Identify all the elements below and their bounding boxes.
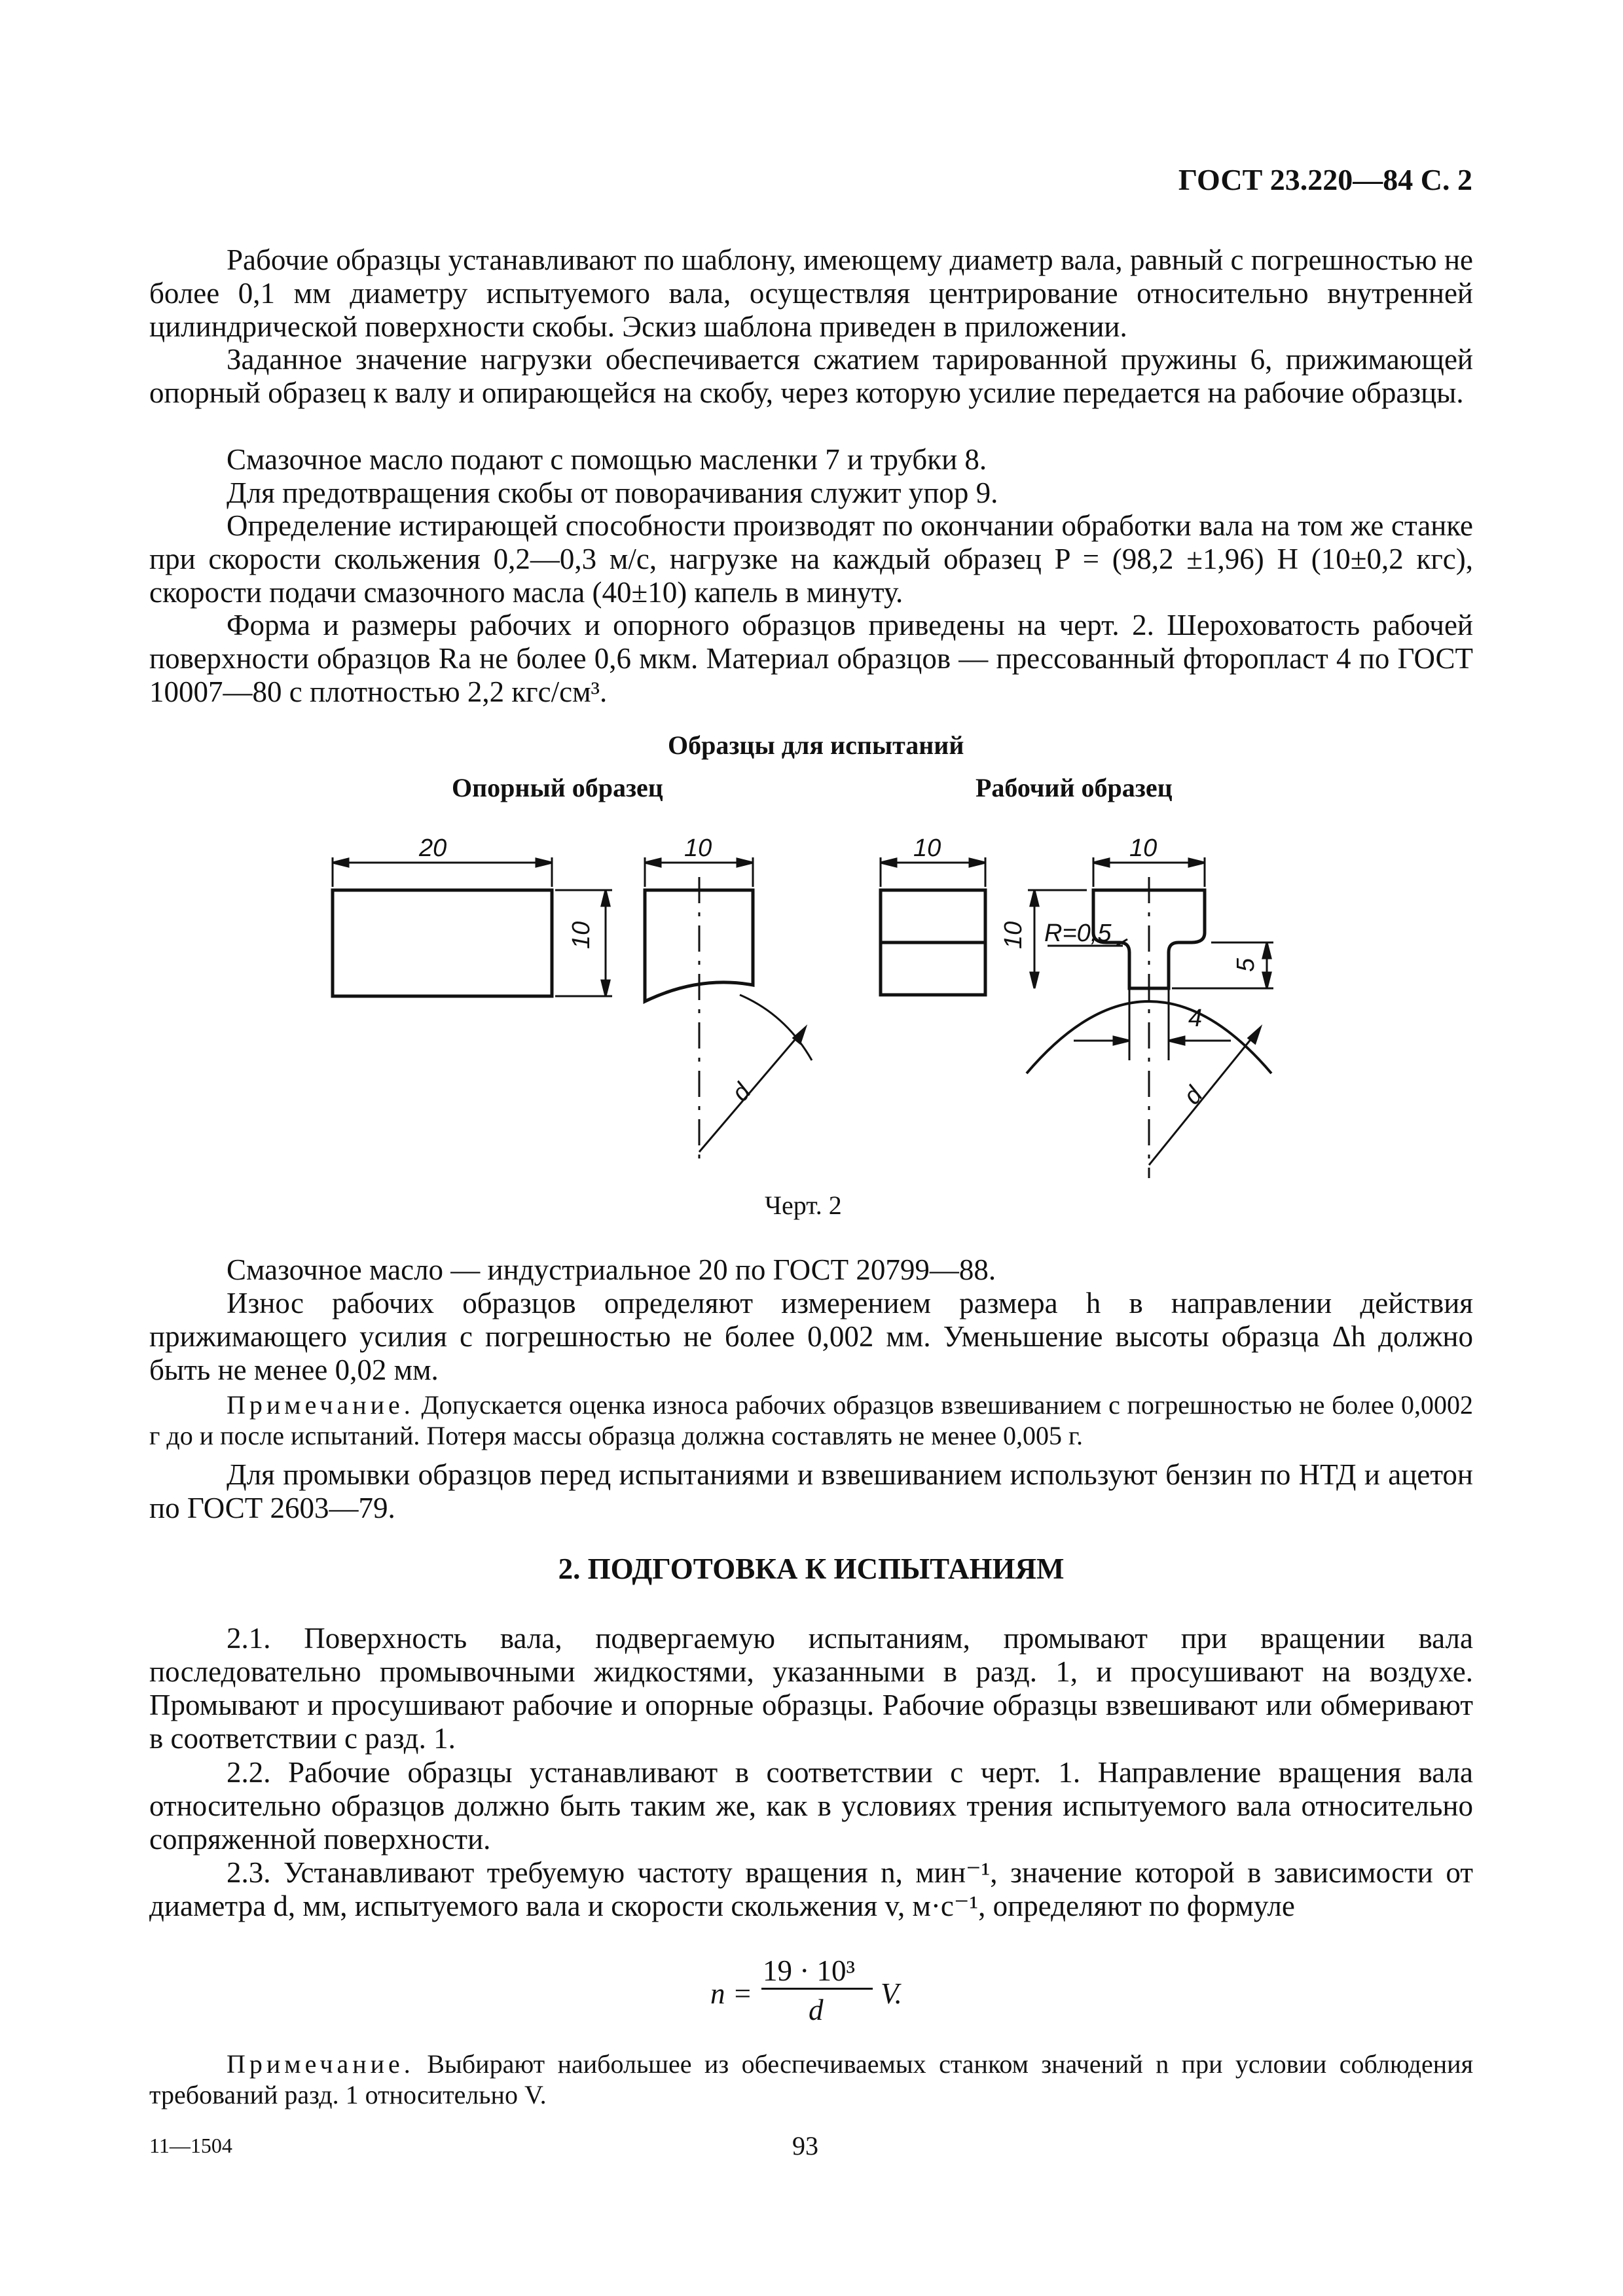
paragraph: 2.3. Устанавливают требуемую частоту вращения n, мин⁻¹, значение которой в зависимости от диаметра d, мм, испытуемого вала и скорости скольжения v, м·с⁻¹, определяют по формуле [149,1856,1473,1922]
paragraph: Смазочное масло подают с помощью масленки 7 и трубки 8. [227,443,987,476]
note [149,2049,1473,2110]
footer-code: 11—1504 [149,2134,232,2157]
support-specimen-body [333,890,552,996]
dim-20: 20 [419,834,447,862]
figure-left-title: Опорный образец [452,773,663,802]
note-text: Выбирают наибольшее из обеспечиваемых станком значений n при условии соблюдения требований разд. 1 относительно V. [149,2049,1473,2109]
paragraph: 2.1. Поверхность вала, подвергаемую испытаниям, промывают при вращении вала последовательно промывочными жидкостями, указанными в разд. 1, и просушивают на воздухе. Промывают и просушивают рабочие и опорные образцы. Рабочие образцы взвешивают или обмеривают в соответствии с разд. 1. [149,1622,1473,1755]
formula-lhs: n = [710,1977,753,2010]
note-label: Примечание. [227,2049,414,2079]
section-heading: 2. ПОДГОТОВКА К ИСПЫТАНИЯМ [558,1552,1065,1585]
dim-10: 10 [684,834,712,862]
fraction-bar [761,1988,873,1990]
note-label: Примечание. [227,1390,414,1420]
dim-4: 4 [1188,1005,1203,1032]
dim-d: d [726,1078,757,1107]
page-number: 93 [792,2131,818,2161]
formula-denominator: d [809,1994,824,2026]
page-header: ГОСТ 23.220—84 С. 2 [1178,163,1472,196]
dim-10: 10 [913,834,941,862]
dim-radius: R=0,5 [1044,920,1112,947]
dim-10: 10 [1129,834,1158,862]
dim-10-vertical: 10 [1000,921,1027,949]
dim-d: d [1178,1081,1209,1110]
figure-drawing [0,812,1623,1204]
dim-5: 5 [1232,958,1260,972]
formula [710,1954,985,2032]
paragraph: Заданное значение нагрузки обеспечивается сжатием тарированной пружины 6, прижимающей опорный образец к валу и опирающейся на скобу, через которую усилие передается на рабочие образцы. [149,343,1473,409]
note [149,1390,1473,1451]
formula-numerator: 19 · 10³ [763,1954,855,1987]
paragraph: Смазочное масло — индустриальное 20 по ГОСТ 20799—88. [227,1253,996,1286]
formula-rhs: V. [881,1977,902,2010]
figure-right-title: Рабочий образец [976,773,1173,802]
figure-title: Образцы для испытаний [668,730,964,760]
paragraph: 2.2. Рабочие образцы устанавливают в соответствии с черт. 1. Направление вращения вала относительно образцов должно быть таким же, как в условиях трения испытуемого вала относительно сопряженной поверхности. [149,1756,1473,1856]
dim-10-vertical: 10 [568,921,595,949]
figure-caption: Черт. 2 [765,1191,842,1220]
paragraph: Рабочие образцы устанавливают по шаблону, имеющему диаметр вала, равный с погрешностью не более 0,1 мм диаметру испытуемого вала, осуществляя центрирование относительно внутренней цилиндрической поверхности скобы. Эскиз шаблона приведен в приложении. [149,243,1473,343]
note-text: Допускается оценка износа рабочих образцов взвешиванием с погрешностью не более 0,0002 г до и после испытаний. Потеря массы образца должна составлять не менее 0,005 г. [149,1390,1474,1450]
paragraph: Для промывки образцов перед испытаниями и взвешиванием используют бензин по НТД и ацетон по ГОСТ 2603—79. [149,1458,1473,1524]
paragraph: Определение истирающей способности производят по окончании обработки вала на том же станке при скорости скольжения 0,2—0,3 м/с, нагрузке на каждый образец P = (98,2 ±1,96) Н (10±0,2 кгс), скорости подачи смазочного масла (40±10) капель в минуту. [149,509,1473,609]
paragraph: Форма и размеры рабочих и опорного образцов приведены на черт. 2. Шероховатость рабочей поверхности образцов Ra не более 0,6 мкм. Материал образцов — прессованный фторопласт 4 по ГОСТ 10007—80 с плотностью 2,2 кгс/см³. [149,609,1473,708]
paragraph: Износ рабочих образцов определяют измерением размера h в направлении действия прижимающего усилия с погрешностью не более 0,002 мм. Уменьшение высоты образца Δh должно быть не менее 0,02 мм. [149,1287,1473,1386]
paragraph: Для предотвращения скобы от поворачивания служит упор 9. [227,476,998,509]
